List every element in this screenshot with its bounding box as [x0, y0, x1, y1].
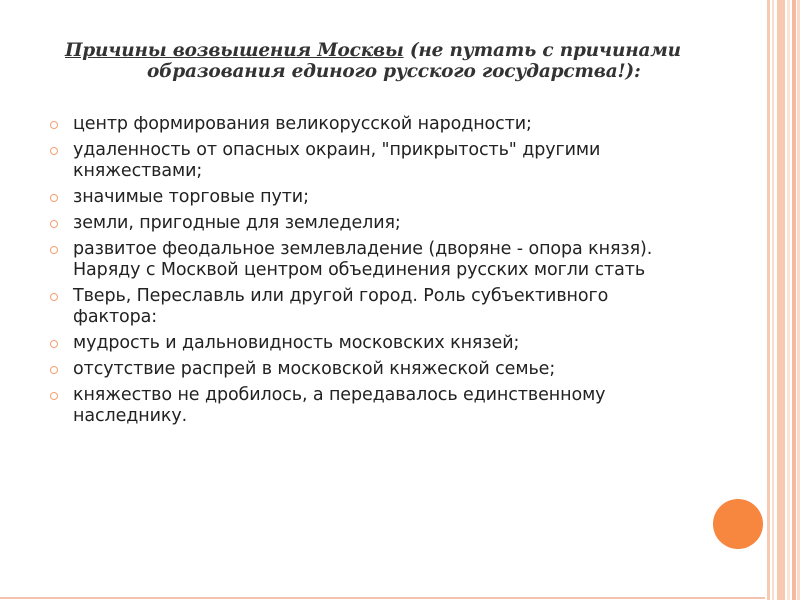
decor-stripe [772, 0, 774, 600]
decor-stripe [767, 0, 770, 600]
title-rest-2: образования единого русского государства!): [147, 61, 641, 82]
title-rest-1: (не путать с причинами [403, 40, 681, 61]
bullet-item: мудрость и дальновидность московских князей; [48, 333, 748, 354]
bullet-item: развитое феодальное землевладение (дворяне - опора князя). Наряду с Москвой центром объединения русских могли стать [48, 239, 748, 281]
bullet-item: отсутствие распрей в московской княжеской семье; [48, 359, 748, 380]
bullet-item: центр формирования великорусской народности; [48, 114, 748, 135]
decor-stripe [787, 0, 790, 600]
bullet-circle-icon [50, 246, 58, 254]
decorative-circle [713, 499, 763, 549]
bottom-divider [0, 597, 765, 599]
bullet-circle-icon [50, 392, 58, 400]
bullet-item: удаленность от опасных окраин, "прикрытость" другими княжествами; [48, 140, 748, 182]
bullet-item: княжество не дробилось, а передавалось единственному наследнику. [48, 385, 748, 427]
bullet-item: земли, пригодные для земледелия; [48, 213, 748, 234]
bullet-list [48, 114, 748, 432]
bullet-circle-icon [50, 366, 58, 374]
title-underlined: Причины возвышения Москвы [65, 40, 404, 61]
decor-stripe [792, 0, 796, 600]
bullet-circle-icon [50, 147, 58, 155]
bullet-circle-icon [50, 194, 58, 202]
bullet-item: значимые торговые пути; [48, 187, 748, 208]
bullet-circle-icon [50, 340, 58, 348]
bullet-circle-icon [50, 121, 58, 129]
slide-title [65, 40, 755, 82]
bullet-item: Тверь, Переславль или другой город. Роль субъективного фактора: [48, 286, 748, 328]
decor-stripe [777, 0, 785, 600]
bullet-circle-icon [50, 293, 58, 301]
bullet-circle-icon [50, 220, 58, 228]
